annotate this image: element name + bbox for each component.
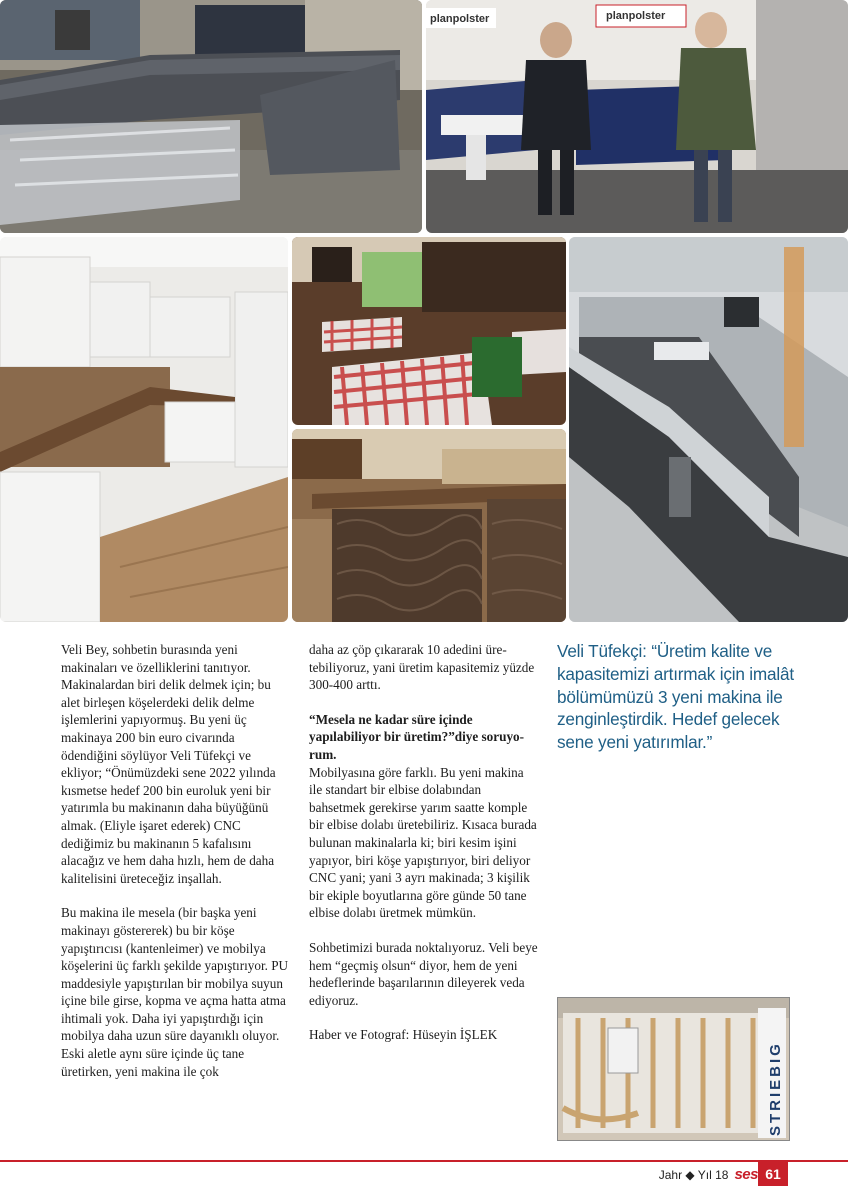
ses-logo: ses bbox=[734, 1166, 758, 1183]
issue-label: Jahr ◆ Yıl 18 bbox=[658, 1167, 729, 1182]
photo-restaurant bbox=[292, 237, 566, 425]
page-number: 61 bbox=[758, 1162, 788, 1186]
photo-credit: Haber ve Fotograf: Hüseyin İŞLEK bbox=[309, 1027, 498, 1043]
col1-paragraph-2: Bu makina ile mesela (bir başka yeni makinayı göstererek) bu bir köşe yapıştırıcısı (kantenleimer) ve mobilya köşelerini üç farklı şekilde yapıştırıyor. PU maddesiyle yapıştırılan bir mobilya suyun içine bile girse, kopma ve açma hatta atma ihtimali yok. Daha iyi yapıştırdığı için mobilya daha uzun süre dayanıklı oluyor. Eski aletle aynı süre içinde üç tane üretirken, yeni makina ile çok bbox=[61, 905, 289, 1079]
interview-question: “Mesela ne kadar süre içinde yapılabiliyor bir üretim?”diye soruyorum. bbox=[309, 711, 525, 762]
store-sign-2: planpolster bbox=[606, 10, 666, 22]
footer-rule bbox=[0, 1160, 848, 1162]
photo-showroom-interview bbox=[426, 0, 848, 233]
photo-edge-bander bbox=[569, 237, 848, 622]
col2-paragraph-3: Sohbetimizi burada noktalıyoruz. Veli beye hem “geçmiş olsun“ diyor, hem de yeni hedeflerinde başarılarının dileyerek veda ediyoruz. bbox=[309, 939, 538, 1008]
photo-panel-saw bbox=[557, 997, 790, 1141]
col1-paragraph-1: Veli Bey, sohbetin burasında yeni makinaları ve özelliklerini tanıtıyor. Makinalardan biri delik delmek için; bu alet birleşen köşelerdeki delik delme işlemlerini yapıyormuş. Bu yeni üç makinaya 200 bin euro civarında ödendiğini söylüyor Veli Tüfekçi ve ekliyor; “Önümüzdeki sene 2022 yılında kısmetse hedef 200 bin euroluk yeni bir yatırımla bu makinanın daha büyüğünü almak. (Eliyle işaret ederek) CNC dediğimiz bu makinanın 5 kafalısını alacağız ve hem daha hızlı, hem de daha kalitelisini üreteceğiz inşallah. bbox=[61, 642, 276, 886]
photo-kitchen bbox=[0, 237, 288, 622]
footer-issue bbox=[659, 1166, 758, 1183]
pull-quote: Veli Tüfekçi: “Üretim kalite ve kapasitemizi artırmak için imalât bölümümüzü 3 yeni makina ile zenginleştirdik. Hedef gelecek sene yeni yatırımlar.” bbox=[557, 641, 794, 753]
machine-label: STRIEBIG bbox=[767, 1041, 784, 1136]
article-column-1 bbox=[61, 641, 291, 1097]
article-column-2 bbox=[309, 641, 539, 1061]
photo-sofa-workshop bbox=[0, 0, 422, 233]
store-sign-1: planpolster bbox=[430, 13, 490, 25]
photo-bar-counter bbox=[292, 429, 566, 622]
col2-paragraph-2: Mobilyasına göre farklı. Bu yeni makina ile standart bir elbise dolabından bahsetmek gerekirse yarım saatte komple bir elbise dolabı üretebiliriz. Kısaca burada bulunan makinalarla ki; biri kesim işini yapıyor, biri köşe yapıştırıyor, biri deliyor CNC yani; yani 3 ayrı makinada; 3 kişilik bir ekiple boyutlarına göre günde 50 tane elbise dolabı üretmek mümkün. bbox=[309, 764, 537, 921]
col2-paragraph-1: daha az çöp çıkararak 10 adedini üretebiliyoruz, yani üretim kapasitemiz yüzde 300-400 arttı. bbox=[309, 642, 535, 693]
